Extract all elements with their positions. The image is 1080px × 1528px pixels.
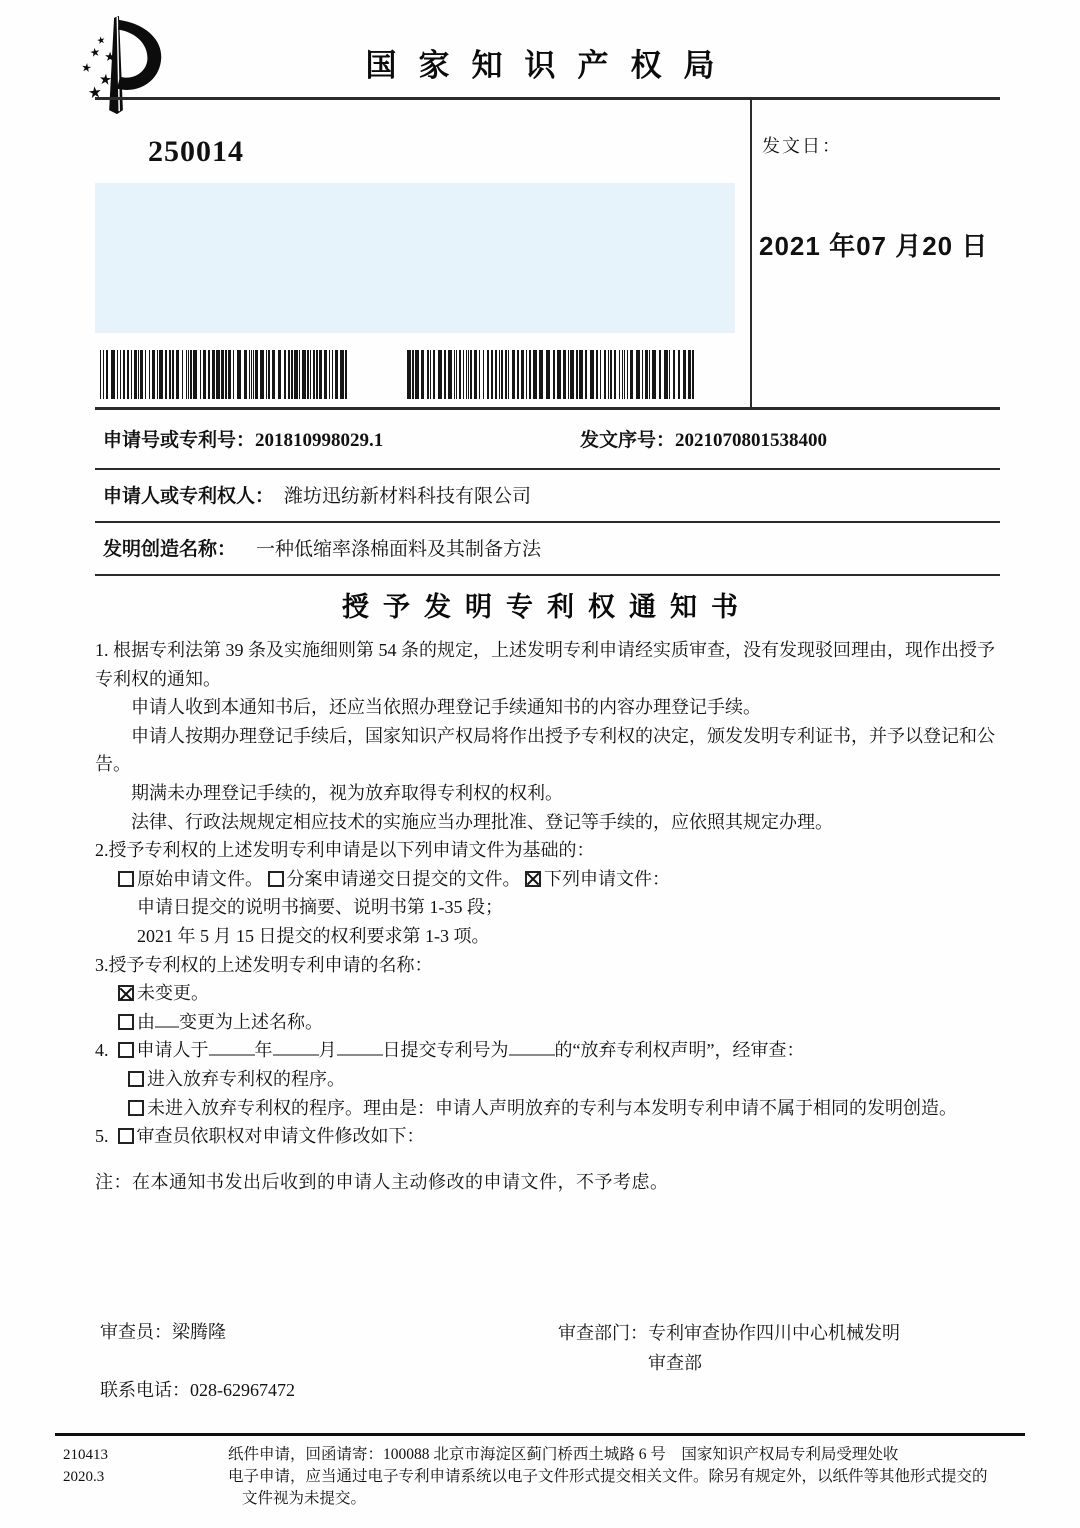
svg-text:★: ★ [97,71,113,90]
form-code-line2: 2020.3 [63,1469,105,1485]
invention-title-row [95,523,1000,576]
department-block [558,1318,958,1378]
item4-text-4: 日提交专利号为 [382,1040,509,1061]
paragraph-forfeit: 期满未办理登记手续的，视为放弃取得专利权的权利。 [131,782,563,803]
checkbox-not-enter-abandon [128,1100,144,1116]
paragraph-certificate: 申请人按期办理登记手续后，国家知识产权局将作出授予专利权的决定，颁发发明专利证书，并予以登记和公告。 [95,725,995,775]
applicant-row [95,470,1000,523]
phone-number: 028-62967472 [190,1380,295,1400]
checkbox-abandon-declaration [118,1042,134,1058]
checkbox-original-label: 原始申请文件。 [137,868,263,889]
examiner-name: 梁腾隆 [172,1322,226,1342]
patent-no-blank [509,1041,555,1056]
svg-text:★: ★ [104,50,116,65]
item4-not-enter-line [128,1094,1003,1123]
applicant-label: 申请人或专利权人： [103,486,275,507]
examiner-label: 审查员： [100,1322,172,1342]
mail-code: 250014 [148,135,244,168]
item5-line [95,1122,1003,1151]
checkbox-unchanged-label: 未变更。 [137,983,209,1004]
applicant-value: 潍坊迅纺新材料科技有限公司 [284,486,532,507]
paragraph-law: 法律、行政法规规定相应技术的实施应当办理批准、登记等手续的，应依照其规定办理。 [131,811,833,832]
notice-meta-box [95,97,1000,410]
item3-unchanged-line [118,979,1003,1008]
changed-from-blank [155,1013,179,1028]
item4-text-3: 月 [318,1040,337,1061]
year-blank [209,1041,255,1056]
notice-body [95,636,1003,1151]
svg-text:★: ★ [95,34,107,48]
listed-doc-2: 2021 年 5 月 15 日提交的权利要求第 1-3 项。 [137,925,490,946]
changed-from-text: 由 [137,1011,155,1032]
invention-title-label: 发明创造名称： [103,539,237,560]
checkbox-listed-documents [525,871,541,887]
footer-instructions [228,1444,1028,1510]
agency-title: 国家知识产权局 [365,48,737,83]
application-number-value: 201810998029.1 [255,430,384,451]
serial-number-value: 2021070801538400 [675,430,828,451]
checkbox-divisional-documents [268,871,284,887]
issue-date-value: 2021 年07 月20 日 [759,231,989,261]
department-name-line2: 审查部 [648,1353,702,1373]
vertical-divider [750,100,752,407]
checkbox-enter-abandon [128,1071,144,1087]
svg-text:★: ★ [88,45,102,61]
examiner-line [100,1318,226,1344]
item4-text-1: 申请人于 [136,1040,209,1061]
checkbox-name-unchanged [118,985,134,1001]
form-code-block [63,1444,108,1488]
department-name-line1: 专利审查协作四川中心机械发明 [648,1323,900,1343]
footer-instruction-line3: 文件视为未提交。 [242,1490,367,1507]
phone-label: 联系电话： [100,1380,190,1400]
issue-date-label: 发文日： [762,136,842,156]
item4-enter-line [128,1065,1003,1094]
barcode-left [100,350,350,399]
checkbox-original-documents [118,871,134,887]
paragraph-item1: 1. 根据专利法第 39 条及实施细则第 54 条的规定，上述发明专利申请经实质审查，没有发现驳回理由，现作出授予专利权的通知。 [95,640,995,689]
footer-instruction-line1: 纸件申请，回函请寄：100088 北京市海淀区蓟门桥西土城路 6 号 国家知识产权局专利局受理处收 [228,1446,899,1463]
paragraph-item3: 3.授予专利权的上述发明专利申请的名称： [95,954,433,975]
footer-instruction-line2: 电子申请，应当通过电子专利申请系统以电子文件形式提交相关文件。除另有规定外，以纸件等其他形式提交的 [228,1468,988,1485]
month-blank [273,1041,319,1056]
item4-line [95,1036,1003,1065]
barcode-right [407,350,700,399]
paragraph-registration: 申请人收到本通知书后，还应当依照办理登记手续通知书的内容办理登记手续。 [131,697,761,718]
item4-text-2: 年 [254,1040,273,1061]
checkbox-not-enter-label: 未进入放弃专利权的程序。理由是：申请人声明放弃的专利与本发明专利申请不属于相同的发明创造。 [147,1097,957,1118]
phone-line [100,1376,295,1402]
changed-to-text: 变更为上述名称。 [179,1011,323,1032]
checkbox-listed-label: 下列申请文件： [544,868,670,889]
application-number-label: 申请号或专利号： [103,430,256,451]
checkbox-enter-label: 进入放弃专利权的程序。 [147,1068,345,1089]
form-code-line1: 210413 [63,1447,108,1463]
checkbox-examiner-amendment [118,1128,134,1144]
paragraph-item2: 2.授予专利权的上述发明专利申请是以下列申请文件为基础的： [95,840,595,861]
day-blank [337,1041,383,1056]
department-label: 审查部门： [558,1323,648,1343]
document-title: 授予发明专利权通知书 [342,592,752,622]
application-number-row [95,413,1000,470]
item4-text-5: 的“放弃专利权声明”，经审查： [554,1040,805,1061]
item5-number: 5. [95,1126,109,1147]
listed-doc-1: 申请日提交的说明书摘要、说明书第 1-35 段； [137,897,503,918]
serial-number-label: 发文序号： [580,430,676,451]
svg-text:★: ★ [87,83,103,103]
invention-title-value: 一种低缩率涤棉面料及其制备方法 [256,539,542,560]
item3-changed-line [118,1008,1003,1037]
footer-rule [55,1433,1025,1436]
checkbox-name-changed [118,1014,134,1030]
checkbox-divisional-label: 分案申请递交日提交的文件。 [286,868,521,889]
svg-text:★: ★ [80,61,93,76]
item2-checkbox-line [118,865,1003,894]
checkbox-amendment-label: 审查员依职权对申请文件修改如下： [136,1126,425,1147]
address-redaction-box [95,183,735,333]
item4-number: 4. [95,1040,109,1061]
note-line: 注：在本通知书发出后收到的申请人主动修改的申请文件，不予考虑。 [95,1172,669,1192]
